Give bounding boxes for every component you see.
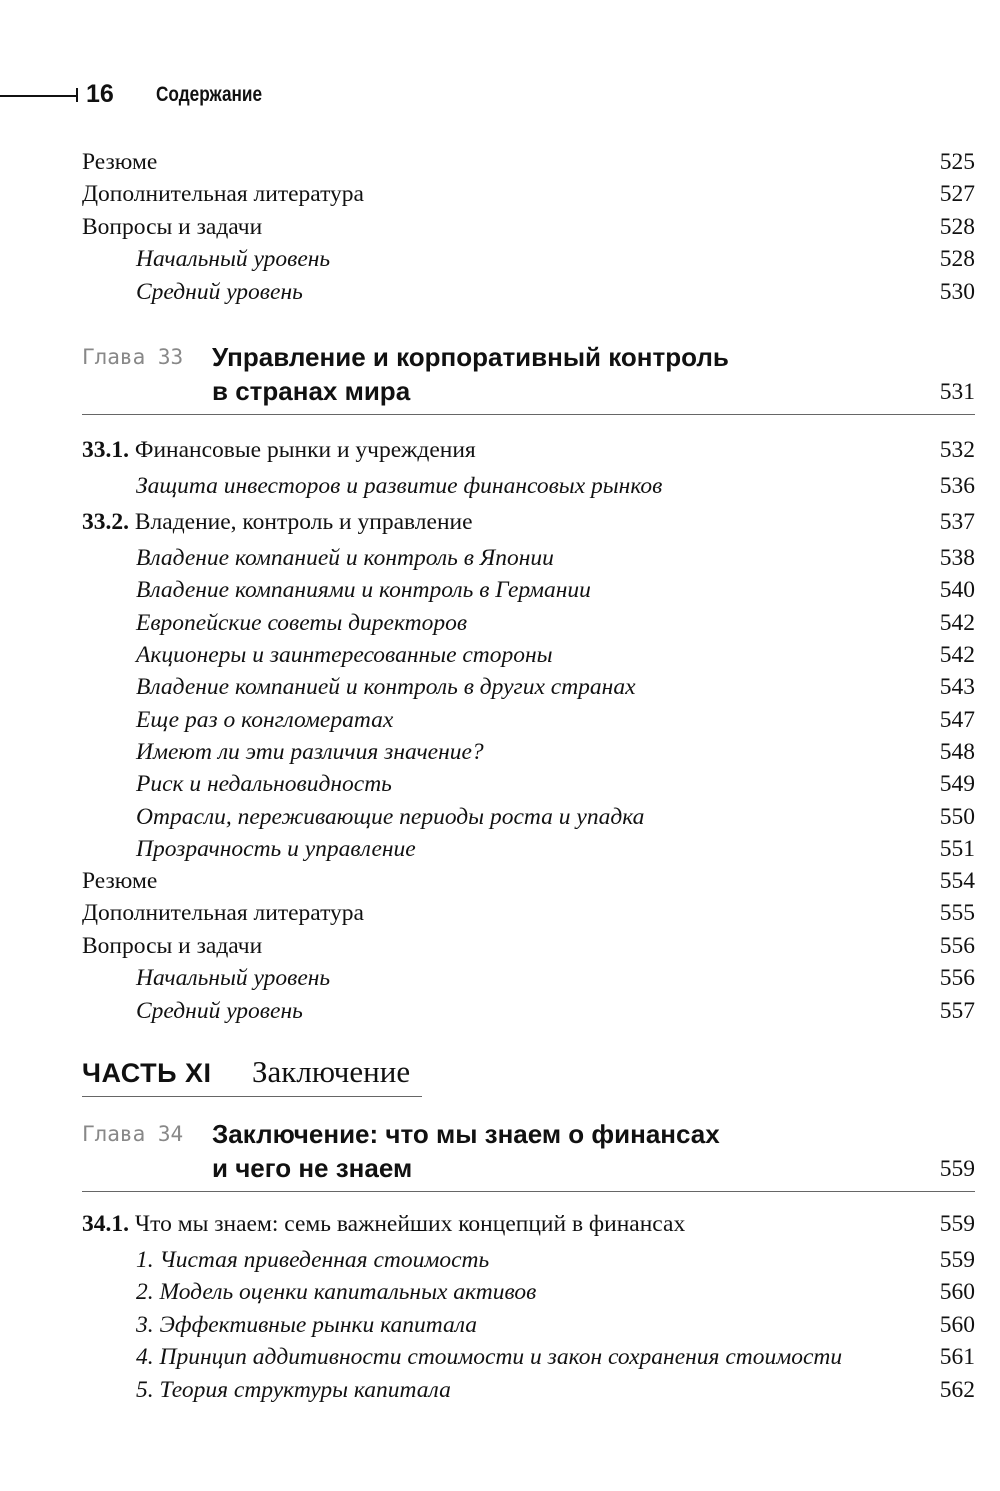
toc-entry-page: 547 bbox=[939, 707, 975, 733]
chapter-rule bbox=[82, 414, 975, 415]
header-rule-tick bbox=[76, 88, 78, 102]
chapter-heading[interactable] bbox=[82, 340, 975, 412]
toc-subentry[interactable] bbox=[82, 1309, 975, 1341]
section-title: Владение, контроль и управление bbox=[134, 509, 473, 535]
chapter-title-line2: в странах мира bbox=[212, 376, 411, 406]
toc-entry-page: 556 bbox=[939, 965, 975, 991]
toc-entry[interactable] bbox=[82, 211, 975, 243]
toc-subentry[interactable] bbox=[82, 1276, 975, 1308]
section-title: Финансовые рынки и учреждения bbox=[134, 437, 476, 463]
toc-entry-page: 560 bbox=[939, 1279, 975, 1305]
chapter-rule bbox=[82, 1191, 975, 1192]
toc-subentry[interactable] bbox=[82, 1244, 975, 1276]
toc-entry-page: 527 bbox=[939, 181, 975, 207]
chapter-title-line2: и чего не знаем bbox=[212, 1153, 413, 1183]
toc-section[interactable] bbox=[82, 434, 975, 466]
toc-entry-page: 554 bbox=[939, 868, 975, 894]
toc-entry-title: 5. Теория структуры капитала bbox=[136, 1377, 451, 1403]
toc-subentry[interactable] bbox=[82, 995, 975, 1027]
toc-entry[interactable] bbox=[82, 146, 975, 178]
toc-entry-page: 528 bbox=[939, 214, 975, 240]
toc-entry-page: 540 bbox=[939, 577, 975, 603]
toc-entry-title: Имеют ли эти различия значение? bbox=[136, 739, 484, 765]
toc-entry-title: Вопросы и задачи bbox=[82, 933, 263, 959]
toc-entry-page: 556 bbox=[939, 933, 975, 959]
toc-entry-page: 551 bbox=[939, 836, 975, 862]
toc-entry-page: 537 bbox=[939, 509, 975, 535]
toc-subentry[interactable] bbox=[82, 639, 975, 671]
toc-subentry[interactable] bbox=[82, 671, 975, 703]
toc-entry-title: Еще раз о конгломератах bbox=[136, 707, 394, 733]
toc-subentry[interactable] bbox=[82, 801, 975, 833]
page-number: 16 bbox=[86, 80, 114, 108]
part-title: Заключение bbox=[252, 1054, 411, 1089]
toc-section[interactable] bbox=[82, 1208, 975, 1240]
toc-entry-page: 536 bbox=[939, 473, 975, 499]
toc-entry-page: 555 bbox=[939, 900, 975, 926]
toc-entry-title: Владение компаниями и контроль в Германии bbox=[136, 577, 591, 603]
toc-entry-page: 550 bbox=[939, 804, 975, 830]
toc-subentry[interactable] bbox=[82, 276, 975, 308]
toc-entry-title: Европейские советы директоров bbox=[136, 610, 468, 636]
toc-entry-page: 561 bbox=[939, 1344, 975, 1370]
toc-entry[interactable] bbox=[82, 897, 975, 929]
toc-subentry[interactable] bbox=[82, 542, 975, 574]
running-title: Содержание bbox=[156, 83, 263, 106]
toc-entry[interactable] bbox=[82, 178, 975, 210]
toc-entry-page: 528 bbox=[939, 246, 975, 272]
toc-entry-page: 532 bbox=[939, 437, 975, 463]
toc-entry[interactable] bbox=[82, 865, 975, 897]
section-number: 33.2. bbox=[82, 509, 129, 535]
toc-subentry[interactable] bbox=[82, 1374, 975, 1406]
toc-entry-page: 562 bbox=[939, 1377, 975, 1403]
chapter-page: 531 bbox=[939, 379, 975, 405]
toc-subentry[interactable] bbox=[82, 243, 975, 275]
toc-subentry[interactable] bbox=[82, 768, 975, 800]
toc-subentry[interactable] bbox=[82, 736, 975, 768]
toc-entry-title bbox=[82, 1208, 685, 1240]
toc-entry-title: 2. Модель оценки капитальных активов bbox=[136, 1279, 537, 1305]
toc-entry-title: Защита инвесторов и развитие финансовых рынков bbox=[136, 473, 663, 499]
toc-entry-title: Дополнительная литература bbox=[82, 900, 364, 926]
toc-entry-title: 4. Принцип аддитивности стоимости и закон сохранения стоимости bbox=[136, 1344, 843, 1370]
toc-subentry[interactable] bbox=[82, 704, 975, 736]
chapter-title-line1: Заключение: что мы знаем о финансах bbox=[212, 1119, 720, 1149]
chapter-title-line1: Управление и корпоративный контроль bbox=[212, 342, 729, 372]
toc-entry-page: 538 bbox=[939, 545, 975, 571]
toc-entry-page: 557 bbox=[939, 998, 975, 1024]
toc-entry-title: 1. Чистая приведенная стоимость bbox=[136, 1247, 490, 1273]
toc-entry-title: Средний уровень bbox=[136, 279, 303, 305]
toc-section[interactable] bbox=[82, 506, 975, 538]
running-header bbox=[0, 78, 1000, 112]
toc-entry-page: 560 bbox=[939, 1312, 975, 1338]
toc-entry-title: Отрасли, переживающие периоды роста и упадка bbox=[136, 804, 645, 830]
toc-entry-page: 559 bbox=[939, 1247, 975, 1273]
toc-entry-title: Прозрачность и управление bbox=[136, 836, 416, 862]
chapter-label: Глава 34 bbox=[82, 1122, 184, 1146]
toc-entry-page: 543 bbox=[939, 674, 975, 700]
toc-entry-page: 542 bbox=[939, 642, 975, 668]
toc-entry-title: Вопросы и задачи bbox=[82, 214, 263, 240]
toc-entry-title: Резюме bbox=[82, 149, 158, 175]
toc-entry-title: 3. Эффективные рынки капитала bbox=[136, 1312, 478, 1338]
toc-entry-title: Начальный уровень bbox=[136, 246, 331, 272]
toc-entry-page: 542 bbox=[939, 610, 975, 636]
chapter-label: Глава 33 bbox=[82, 345, 184, 369]
section-title: Что мы знаем: семь важнейших концепций в финансах bbox=[134, 1211, 686, 1237]
toc-entry-title: Владение компанией и контроль в других странах bbox=[136, 674, 636, 700]
toc-entry-title bbox=[82, 506, 473, 538]
part-heading[interactable] bbox=[82, 1054, 422, 1098]
toc-entry-page: 549 bbox=[939, 771, 975, 797]
toc-subentry[interactable] bbox=[82, 470, 975, 502]
toc-entry[interactable] bbox=[82, 930, 975, 962]
part-rule bbox=[82, 1096, 422, 1097]
toc-subentry[interactable] bbox=[82, 574, 975, 606]
chapter-page: 559 bbox=[939, 1156, 975, 1182]
toc-entry-page: 548 bbox=[939, 739, 975, 765]
toc-entry-page: 525 bbox=[939, 149, 975, 175]
section-number: 33.1. bbox=[82, 437, 129, 463]
toc-entry-page: 530 bbox=[939, 279, 975, 305]
header-rule bbox=[0, 95, 78, 97]
toc-entry-title: Начальный уровень bbox=[136, 965, 331, 991]
toc-subentry[interactable] bbox=[82, 833, 975, 865]
chapter-heading[interactable] bbox=[82, 1117, 975, 1189]
section-number: 34.1. bbox=[82, 1211, 129, 1237]
toc-entry-title: Риск и недальновидность bbox=[136, 771, 392, 797]
toc-entry-page: 559 bbox=[939, 1211, 975, 1237]
toc-entry-title: Дополнительная литература bbox=[82, 181, 364, 207]
toc-subentry[interactable] bbox=[82, 1341, 975, 1373]
toc-entry-title: Акционеры и заинтересованные стороны bbox=[136, 642, 553, 668]
toc-entry-title: Владение компанией и контроль в Японии bbox=[136, 545, 554, 571]
part-label: ЧАСТЬ XI bbox=[82, 1058, 212, 1088]
toc-subentry[interactable] bbox=[82, 962, 975, 994]
toc-entry-title: Средний уровень bbox=[136, 998, 303, 1024]
toc-subentry[interactable] bbox=[82, 607, 975, 639]
toc-entry-title: Резюме bbox=[82, 868, 158, 894]
toc-entry-title bbox=[82, 434, 476, 466]
